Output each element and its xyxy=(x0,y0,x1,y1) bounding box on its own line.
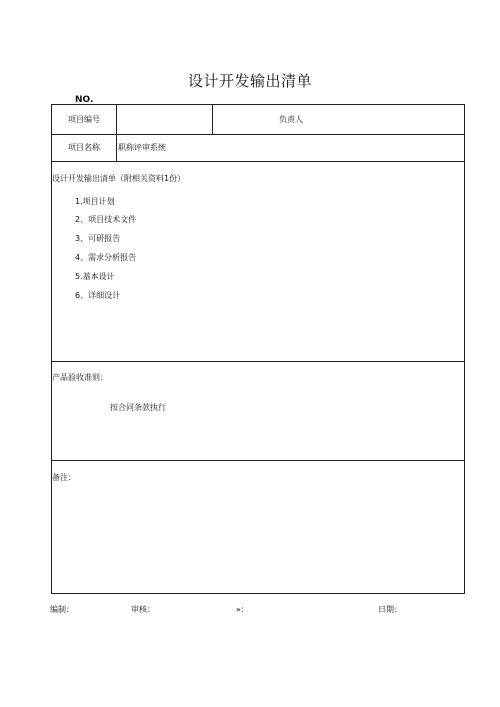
output-list-item: 3、可研报告 xyxy=(75,234,121,243)
date-label: 日期： xyxy=(378,605,402,614)
acceptance-criteria-value: 按合同条款执行 xyxy=(110,403,166,412)
row-divider-3 xyxy=(52,361,464,362)
row-divider-2 xyxy=(52,161,464,162)
output-form xyxy=(51,104,465,594)
project-name-label: 项目名称 xyxy=(68,143,100,152)
output-list-item: 6、详细设计 xyxy=(75,291,121,300)
project-name-value: 职称评审系统 xyxy=(118,143,166,152)
project-number-label: 项目编号 xyxy=(68,115,100,124)
output-list-item: 5.基本设计 xyxy=(75,272,115,281)
acceptance-criteria-label: 产品验收准则： xyxy=(52,373,108,382)
reviewed-by-label: 审核： xyxy=(131,605,155,614)
output-list-item: 4、需求分析报告 xyxy=(75,253,137,262)
output-list-item: 2、项目技术文件 xyxy=(75,215,137,224)
column-divider-label xyxy=(116,105,117,162)
prepared-by-label: 编制： xyxy=(50,605,74,614)
row-divider-4 xyxy=(52,460,464,461)
approved-by-label: »： xyxy=(236,605,249,614)
column-divider-owner xyxy=(212,105,213,135)
remarks-label: 备注： xyxy=(52,473,76,482)
document-number-label: NO. xyxy=(75,95,94,105)
output-list-heading: 设计开发输出清单（附相关资料1份） xyxy=(52,174,186,183)
document-title: 设计开发输出清单 xyxy=(187,72,312,90)
row-divider-1 xyxy=(52,134,464,135)
owner-label: 负责人 xyxy=(279,115,303,124)
output-list-item: 1.项目计划 xyxy=(75,197,115,206)
